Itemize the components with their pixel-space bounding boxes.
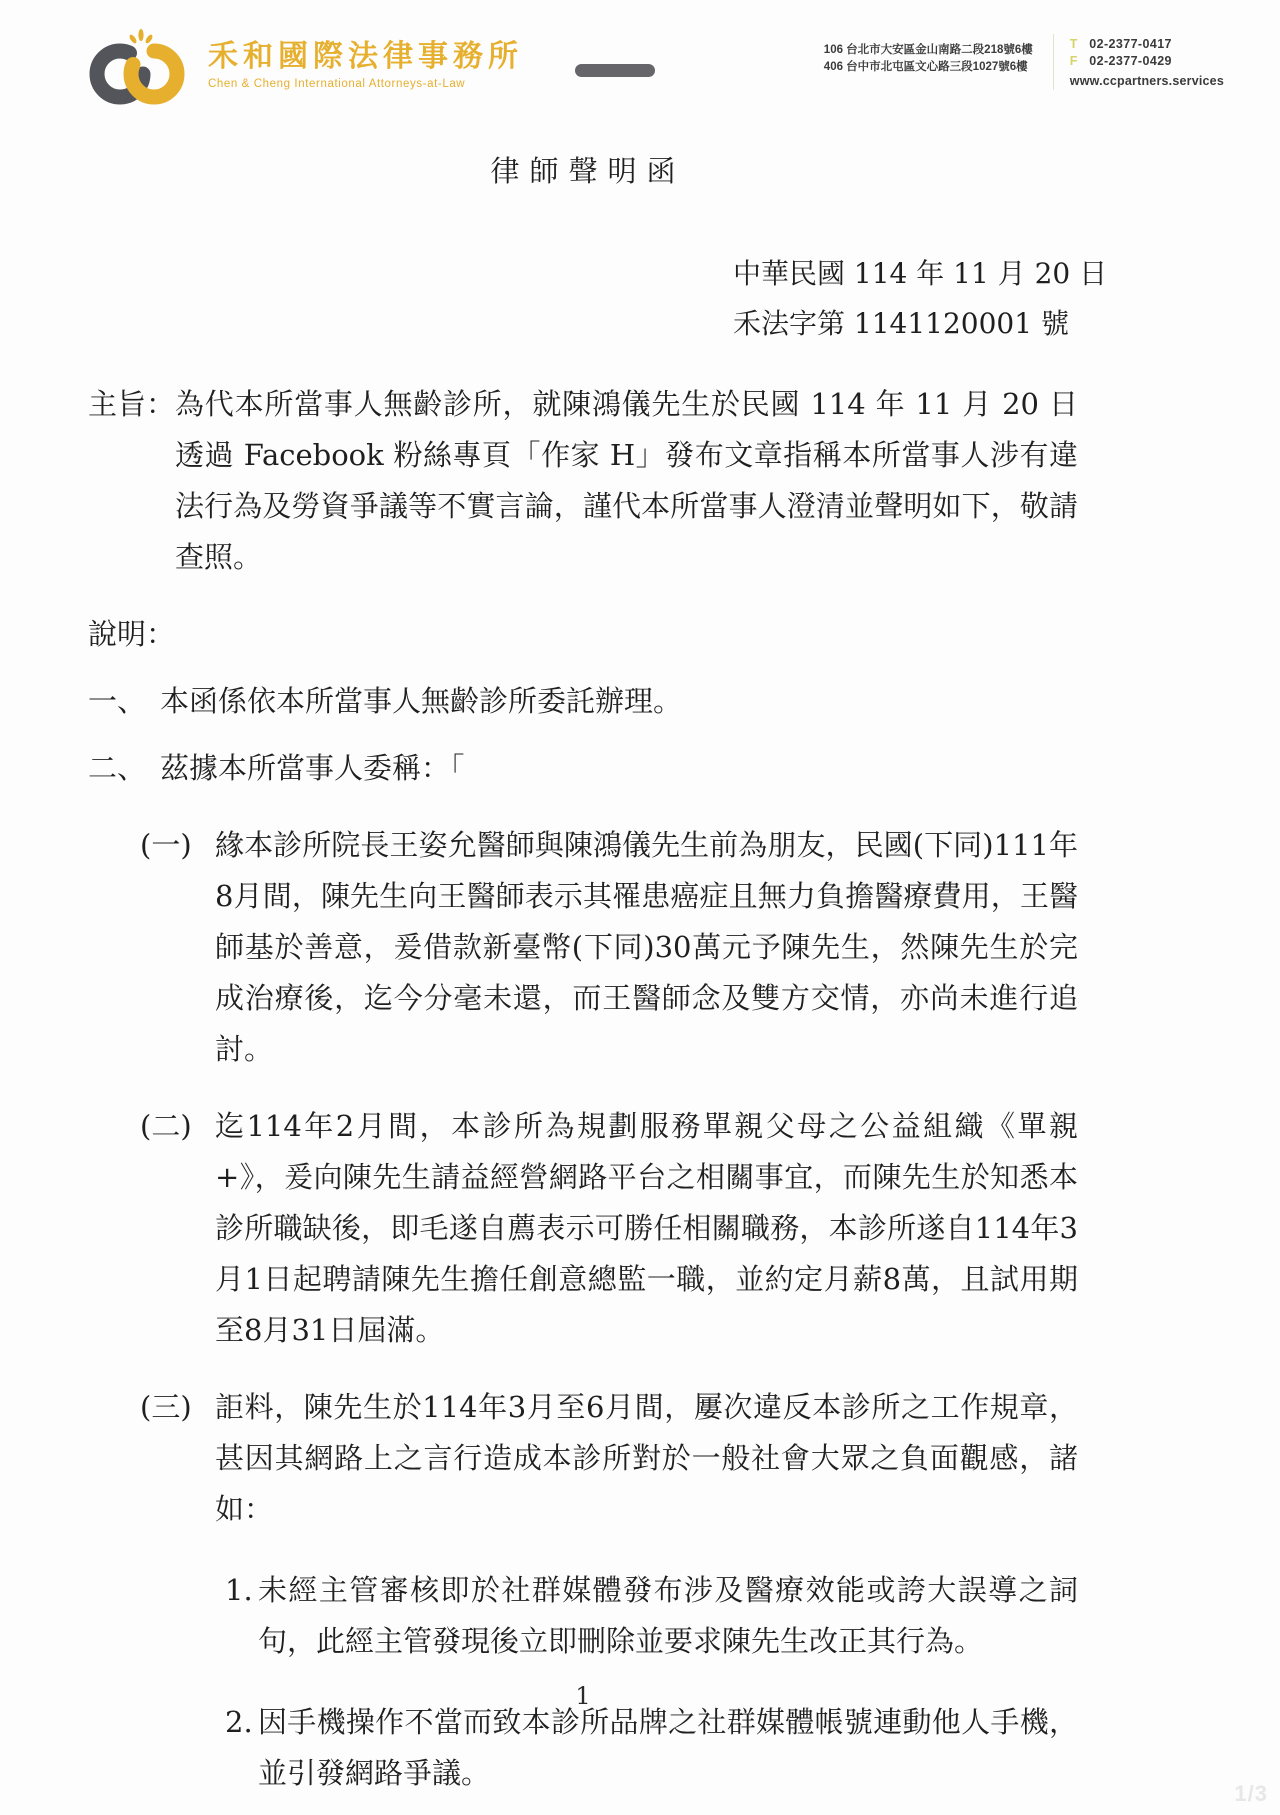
contact-block (1070, 26, 1224, 90)
sub-item-number: (三) (140, 1390, 192, 1424)
roc-date-line: 中華民國 114 年 11 月 20 日 (733, 257, 1108, 290)
fax-number: 02-2377-0429 (1089, 54, 1172, 68)
firm-name-en: Chen & Cheng International Attorneys-at-Law (208, 78, 466, 90)
tel-label: T (1069, 37, 1078, 51)
sub-item-1 (140, 820, 1078, 1075)
list-item-number: 二、 (88, 751, 147, 785)
website-url: www.ccpartners.services (1069, 74, 1224, 88)
list-item-1 (88, 676, 1078, 727)
numbered-item-2 (225, 1697, 1078, 1799)
numbered-item-1 (225, 1565, 1078, 1667)
address-line-taichung: 406 台中市北屯區文心路三段1027號6樓 (823, 61, 1028, 73)
numbered-item-text: 未經主管審核即於社群媒體發布涉及醫療效能或誇大誤導之詞句，此經主管發現後立即刪除並要求陳先生改正其行為。 (258, 1573, 1078, 1658)
sub-item-number: (一) (140, 828, 192, 862)
document-title: 律師聲明函 (490, 154, 686, 188)
explanation-label: 說明： (88, 617, 176, 651)
cc-logo-icon (84, 26, 202, 108)
sub-item-number: (二) (140, 1109, 192, 1143)
page-number: 1 (575, 1682, 591, 1710)
numbered-item-text: 因手機操作不當而致本診所品牌之社群媒體帳號連動他人手機，並引發網路爭議。 (258, 1705, 1078, 1790)
address-block (824, 26, 1033, 76)
header-divider-bar (575, 64, 655, 77)
fax-row (1070, 53, 1224, 70)
sub-item-2 (140, 1101, 1078, 1356)
sub-item-3 (140, 1382, 1078, 1535)
numbered-item-number: 2. (225, 1705, 253, 1739)
firm-name-block (208, 26, 523, 90)
sub-item-text: 緣本診所院長王姿允醫師與陳鴻儀先生前為朋友，民國(下同)111年8月間，陳先生向王醫師表示其罹患癌症且無力負擔醫療費用，王醫師基於善意，爰借款新臺幣(下同)30萬元予陳先生，然陳先生於完成治療後，迄今分毫未還，而王醫師念及雙方交情，亦尚未進行追討。 (215, 828, 1078, 1066)
list-item-number: 一、 (88, 684, 147, 718)
contact-divider (1053, 34, 1054, 90)
fax-label: F (1069, 54, 1078, 68)
sub-item-text: 迄114年2月間，本診所為規劃服務單親父母之公益組織《單親+》，爰向陳先生請益經營網路平台之相關事宜，而陳先生於知悉本診所職缺後，即毛遂自薦表示可勝任相關職務，本診所遂自114年3月1日起聘請陳先生擔任創意總監一職，並約定月薪8萬，且試用期至8月31日屆滿。 (215, 1109, 1078, 1347)
list-item-2 (88, 743, 1078, 794)
ref-number-line: 禾法字第 1141120001 號 (733, 307, 1069, 340)
list-item-text: 本函係依本所當事人無齡診所委託辦理。 (160, 684, 683, 718)
list-item-text: 茲據本所當事人委稱：「 (160, 751, 465, 785)
tel-number: 02-2377-0417 (1089, 37, 1172, 51)
letterhead (84, 26, 1224, 113)
subject-text: 為代本所當事人無齡診所，就陳鴻儀先生於民國 114 年 11 月 20 日透過 Facebook 粉絲專頁「作家 H」發布文章指稱本所當事人涉有違法行為及勞資爭議等不實言論，謹代本所當事人澄清並聲明如下，敬請查照。 (175, 387, 1078, 574)
sub-item-text: 詎料，陳先生於114年3月至6月間，屢次違反本診所之工作規章，甚因其網路上之言行造成本診所對於一般社會大眾之負面觀感，諸如： (215, 1390, 1078, 1526)
date-block (733, 249, 1108, 349)
numbered-item-number: 1. (225, 1573, 253, 1607)
document-body (0, 110, 1280, 1799)
firm-name-zh: 禾和國際法律事務所 (208, 40, 523, 73)
address-line-taipei: 106 台北市大安區金山南路二段218號6樓 (823, 44, 1033, 56)
page-indicator: 1/3 (1234, 1781, 1268, 1806)
subject-section (88, 379, 1078, 583)
subject-label: 主旨： (88, 387, 176, 421)
telephone-row (1070, 36, 1224, 53)
firm-logo (84, 26, 202, 113)
